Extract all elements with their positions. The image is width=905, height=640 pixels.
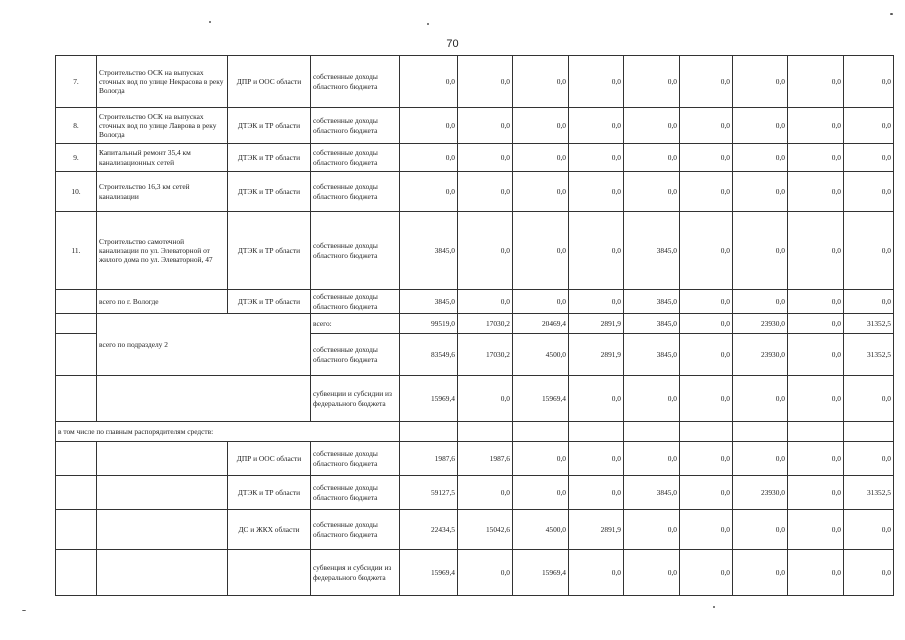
value-cell: 0,0 bbox=[788, 442, 844, 476]
value-cell: 0,0 bbox=[680, 172, 733, 212]
page-number: 70 bbox=[446, 38, 459, 50]
value-cell bbox=[624, 422, 680, 442]
value-cell: 0,0 bbox=[458, 108, 513, 144]
value-cell: 0,0 bbox=[788, 56, 844, 108]
value-cell: 0,0 bbox=[624, 376, 680, 422]
value-cell: 0,0 bbox=[844, 212, 894, 290]
value-cell: 0,0 bbox=[844, 108, 894, 144]
value-cell: 15969,4 bbox=[513, 376, 569, 422]
item-name: всего по г. Вологде bbox=[97, 290, 228, 314]
value-cell: 4500,0 bbox=[513, 334, 569, 376]
value-cell bbox=[844, 422, 894, 442]
manager-row bbox=[56, 476, 894, 510]
value-cell: 20469,4 bbox=[513, 314, 569, 334]
value-cell: 0,0 bbox=[513, 108, 569, 144]
item-name: Капитальный ремонт 35,4 км канализационных сетей bbox=[97, 144, 228, 172]
value-cell bbox=[513, 422, 569, 442]
executor: ДТЭК и ТР области bbox=[228, 144, 311, 172]
value-cell: 0,0 bbox=[733, 290, 788, 314]
funding-source: собственные доходы областного бюджета bbox=[311, 334, 400, 376]
scan-speck bbox=[890, 13, 893, 15]
scan-speck bbox=[427, 23, 429, 25]
value-cell: 0,0 bbox=[733, 212, 788, 290]
value-cell: 0,0 bbox=[458, 172, 513, 212]
value-cell: 0,0 bbox=[624, 144, 680, 172]
executor: ДТЭК и ТР области bbox=[228, 108, 311, 144]
value-cell: 0,0 bbox=[569, 144, 624, 172]
value-cell: 0,0 bbox=[680, 56, 733, 108]
value-cell: 2891,9 bbox=[569, 510, 624, 550]
value-cell: 0,0 bbox=[513, 172, 569, 212]
value-cell: 0,0 bbox=[458, 290, 513, 314]
value-cell: 0,0 bbox=[624, 550, 680, 596]
value-cell: 2891,9 bbox=[569, 314, 624, 334]
funding-source: собственные доходы областного бюджета bbox=[311, 290, 400, 314]
funding-source: всего: bbox=[311, 314, 400, 334]
funding-source: собственные доходы областного бюджета bbox=[311, 56, 400, 108]
subtotal-row bbox=[56, 314, 894, 334]
funding-source: собственные доходы областного бюджета bbox=[311, 510, 400, 550]
executor: ДТЭК и ТР области bbox=[228, 212, 311, 290]
scan-speck bbox=[209, 21, 211, 23]
item-name bbox=[97, 442, 228, 476]
value-cell: 0,0 bbox=[569, 550, 624, 596]
value-cell: 0,0 bbox=[458, 56, 513, 108]
value-cell: 0,0 bbox=[788, 144, 844, 172]
item-number: 9. bbox=[56, 144, 97, 172]
value-cell: 1987,6 bbox=[400, 442, 458, 476]
executor: ДПР и ООС области bbox=[228, 56, 311, 108]
value-cell: 0,0 bbox=[680, 476, 733, 510]
value-cell bbox=[788, 422, 844, 442]
value-cell: 0,0 bbox=[458, 476, 513, 510]
table-row bbox=[56, 108, 894, 144]
value-cell: 0,0 bbox=[680, 144, 733, 172]
table-row bbox=[56, 56, 894, 108]
value-cell: 0,0 bbox=[680, 442, 733, 476]
value-cell: 0,0 bbox=[569, 172, 624, 212]
value-cell: 22434,5 bbox=[400, 510, 458, 550]
value-cell: 0,0 bbox=[733, 442, 788, 476]
section-label-row bbox=[56, 422, 894, 442]
table-row bbox=[56, 290, 894, 314]
value-cell: 0,0 bbox=[680, 108, 733, 144]
value-cell: 4500,0 bbox=[513, 510, 569, 550]
value-cell: 3845,0 bbox=[624, 334, 680, 376]
value-cell: 0,0 bbox=[680, 290, 733, 314]
empty-cell bbox=[97, 376, 311, 422]
value-cell: 0,0 bbox=[513, 442, 569, 476]
value-cell: 0,0 bbox=[733, 550, 788, 596]
executor: ДТЭК и ТР области bbox=[228, 290, 311, 314]
item-number bbox=[56, 314, 97, 334]
table-row bbox=[56, 212, 894, 290]
executor: ДТЭК и ТР области bbox=[228, 172, 311, 212]
item-number bbox=[56, 510, 97, 550]
executor: ДПР и ООС области bbox=[228, 442, 311, 476]
manager-row bbox=[56, 510, 894, 550]
item-number: 7. bbox=[56, 56, 97, 108]
value-cell: 0,0 bbox=[624, 510, 680, 550]
item-number: 10. bbox=[56, 172, 97, 212]
value-cell: 2891,9 bbox=[569, 334, 624, 376]
scan-speck bbox=[22, 610, 26, 611]
value-cell: 0,0 bbox=[788, 550, 844, 596]
item-name: Строительство 16,3 км сетей канализации bbox=[97, 172, 228, 212]
value-cell: 59127,5 bbox=[400, 476, 458, 510]
funding-source: собственные доходы областного бюджета bbox=[311, 476, 400, 510]
value-cell: 31352,5 bbox=[844, 476, 894, 510]
value-cell bbox=[400, 422, 458, 442]
value-cell: 0,0 bbox=[733, 172, 788, 212]
value-cell: 0,0 bbox=[788, 314, 844, 334]
value-cell: 23930,0 bbox=[733, 314, 788, 334]
item-number bbox=[56, 550, 97, 596]
value-cell: 31352,5 bbox=[844, 314, 894, 334]
value-cell: 3845,0 bbox=[400, 212, 458, 290]
funding-source: собственные доходы областного бюджета bbox=[311, 144, 400, 172]
executor bbox=[228, 550, 311, 596]
value-cell: 0,0 bbox=[788, 108, 844, 144]
value-cell: 17030,2 bbox=[458, 334, 513, 376]
item-number bbox=[56, 442, 97, 476]
item-name bbox=[97, 510, 228, 550]
value-cell: 0,0 bbox=[788, 172, 844, 212]
value-cell: 0,0 bbox=[458, 376, 513, 422]
value-cell: 15969,4 bbox=[400, 550, 458, 596]
value-cell: 0,0 bbox=[733, 56, 788, 108]
value-cell: 0,0 bbox=[844, 376, 894, 422]
value-cell bbox=[569, 422, 624, 442]
value-cell: 17030,2 bbox=[458, 314, 513, 334]
value-cell: 0,0 bbox=[624, 56, 680, 108]
value-cell: 0,0 bbox=[680, 212, 733, 290]
value-cell: 0,0 bbox=[624, 442, 680, 476]
item-number bbox=[56, 290, 97, 314]
value-cell: 15969,4 bbox=[400, 376, 458, 422]
value-cell: 0,0 bbox=[788, 510, 844, 550]
value-cell: 0,0 bbox=[458, 212, 513, 290]
value-cell: 0,0 bbox=[733, 144, 788, 172]
item-name: Строительство самотечной канализации по ул. Элеваторной от жилого дома по ул. Элеваторной, 47 bbox=[97, 212, 228, 290]
item-name: Строительство ОСК на выпусках сточных вод по улице Некрасова в реку Вологда bbox=[97, 56, 228, 108]
value-cell: 99519,0 bbox=[400, 314, 458, 334]
value-cell: 83549,6 bbox=[400, 334, 458, 376]
value-cell: 0,0 bbox=[788, 476, 844, 510]
value-cell: 0,0 bbox=[844, 510, 894, 550]
value-cell: 3845,0 bbox=[624, 290, 680, 314]
value-cell: 0,0 bbox=[513, 56, 569, 108]
item-number: 8. bbox=[56, 108, 97, 144]
value-cell: 3845,0 bbox=[624, 212, 680, 290]
value-cell: 0,0 bbox=[624, 172, 680, 212]
value-cell: 0,0 bbox=[733, 108, 788, 144]
value-cell: 31352,5 bbox=[844, 334, 894, 376]
item-number bbox=[56, 376, 97, 422]
value-cell: 3845,0 bbox=[624, 476, 680, 510]
budget-table bbox=[55, 55, 894, 596]
value-cell: 0,0 bbox=[513, 290, 569, 314]
value-cell: 0,0 bbox=[513, 144, 569, 172]
value-cell bbox=[458, 422, 513, 442]
executor: ДС и ЖКХ области bbox=[228, 510, 311, 550]
funding-source: субвенции и субсидии из федерального бюджета bbox=[311, 376, 400, 422]
value-cell: 0,0 bbox=[624, 108, 680, 144]
value-cell: 23930,0 bbox=[733, 476, 788, 510]
executor: ДТЭК и ТР области bbox=[228, 476, 311, 510]
value-cell: 0,0 bbox=[844, 550, 894, 596]
item-name bbox=[97, 550, 228, 596]
section-label: в том числе по главным распорядителям средств: bbox=[56, 422, 400, 442]
value-cell: 0,0 bbox=[458, 550, 513, 596]
manager-row bbox=[56, 550, 894, 596]
subtotal-row bbox=[56, 376, 894, 422]
value-cell: 0,0 bbox=[400, 172, 458, 212]
value-cell: 0,0 bbox=[569, 108, 624, 144]
value-cell: 0,0 bbox=[844, 442, 894, 476]
value-cell: 0,0 bbox=[733, 376, 788, 422]
value-cell: 0,0 bbox=[844, 144, 894, 172]
value-cell: 0,0 bbox=[569, 442, 624, 476]
value-cell: 0,0 bbox=[788, 376, 844, 422]
value-cell: 0,0 bbox=[844, 172, 894, 212]
value-cell: 0,0 bbox=[680, 550, 733, 596]
value-cell: 0,0 bbox=[788, 334, 844, 376]
value-cell: 0,0 bbox=[513, 476, 569, 510]
value-cell: 0,0 bbox=[844, 290, 894, 314]
value-cell: 0,0 bbox=[733, 510, 788, 550]
value-cell bbox=[733, 422, 788, 442]
value-cell: 0,0 bbox=[788, 212, 844, 290]
value-cell: 3845,0 bbox=[624, 314, 680, 334]
funding-source: собственные доходы областного бюджета bbox=[311, 172, 400, 212]
value-cell: 0,0 bbox=[680, 376, 733, 422]
value-cell: 3845,0 bbox=[400, 290, 458, 314]
item-name: Строительство ОСК на выпусках сточных вод по улице Лаврова в реку Вологда bbox=[97, 108, 228, 144]
value-cell: 23930,0 bbox=[733, 334, 788, 376]
value-cell: 0,0 bbox=[513, 212, 569, 290]
value-cell: 15969,4 bbox=[513, 550, 569, 596]
value-cell: 0,0 bbox=[680, 334, 733, 376]
funding-source: собственные доходы областного бюджета bbox=[311, 108, 400, 144]
value-cell: 0,0 bbox=[569, 290, 624, 314]
item-number bbox=[56, 334, 97, 376]
value-cell: 0,0 bbox=[400, 144, 458, 172]
manager-row bbox=[56, 442, 894, 476]
funding-source: собственные доходы областного бюджета bbox=[311, 212, 400, 290]
value-cell: 0,0 bbox=[844, 56, 894, 108]
value-cell: 0,0 bbox=[400, 108, 458, 144]
value-cell: 0,0 bbox=[788, 290, 844, 314]
value-cell: 15042,6 bbox=[458, 510, 513, 550]
funding-source: собственные доходы областного бюджета bbox=[311, 442, 400, 476]
item-number: 11. bbox=[56, 212, 97, 290]
value-cell: 0,0 bbox=[569, 212, 624, 290]
value-cell: 0,0 bbox=[458, 144, 513, 172]
table-row bbox=[56, 144, 894, 172]
item-number bbox=[56, 476, 97, 510]
scan-speck bbox=[713, 606, 715, 608]
table-row bbox=[56, 172, 894, 212]
value-cell: 0,0 bbox=[569, 376, 624, 422]
funding-source: субвенция и субсидии из федерального бюджета bbox=[311, 550, 400, 596]
item-name bbox=[97, 476, 228, 510]
value-cell: 1987,6 bbox=[458, 442, 513, 476]
value-cell: 0,0 bbox=[569, 56, 624, 108]
value-cell: 0,0 bbox=[680, 510, 733, 550]
value-cell: 0,0 bbox=[569, 476, 624, 510]
value-cell: 0,0 bbox=[400, 56, 458, 108]
subtotal-label: всего по подразделу 2 bbox=[97, 314, 311, 376]
value-cell: 0,0 bbox=[680, 314, 733, 334]
value-cell bbox=[680, 422, 733, 442]
